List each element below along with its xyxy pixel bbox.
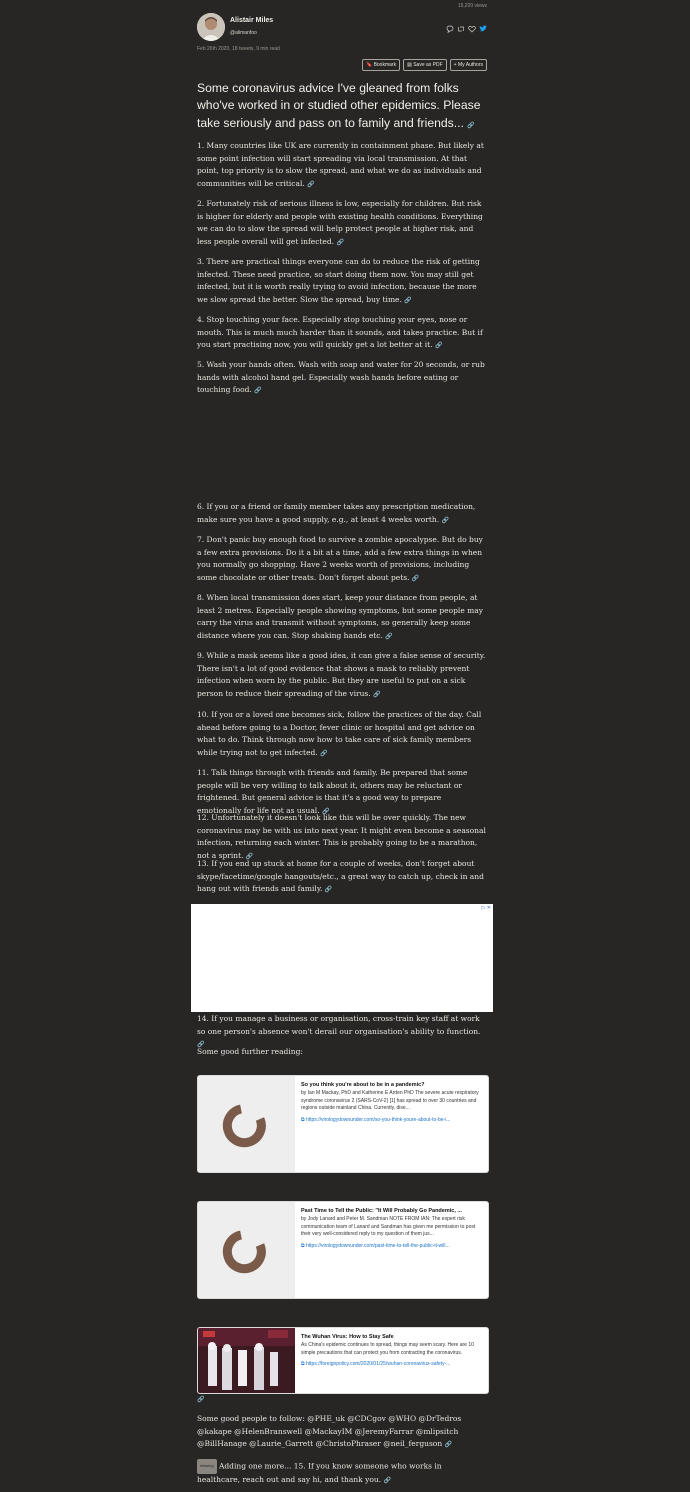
external-link-icon: ⧉ <box>301 1361 306 1367</box>
link-icon[interactable]: 🔗 <box>307 180 315 188</box>
like-icon[interactable] <box>468 18 476 26</box>
tweet: 10. If you or a loved one becomes sick, follow the practices of the day. Call ahead before going to a Doctor, fever clinic or hospital and get advice on what to do. Think through now how to take care of sick family members while trying not to get infected. 🔗 <box>197 710 482 757</box>
document-icon: ▤ <box>407 62 414 68</box>
link-icon[interactable]: 🔗 <box>336 238 344 246</box>
plus-icon: + <box>453 62 458 68</box>
link-icon[interactable]: 🔗 <box>404 296 412 304</box>
link-icon[interactable]: 🔗 <box>245 852 254 860</box>
external-link-icon: ⧉ <box>301 1242 306 1249</box>
link-icon[interactable]: 🔗 <box>385 632 393 640</box>
card-url[interactable]: ⧉ https://foreignpolicy.com/2020/01/25/wuhan-coronavirus-safety-... <box>301 1361 451 1367</box>
thread-meta: Feb 26th 2020, 18 tweets, 9 min read <box>197 46 280 52</box>
avatar[interactable] <box>197 13 225 41</box>
link-icon[interactable]: 🔗 <box>320 749 328 757</box>
link-icon[interactable]: 🔗 <box>321 807 330 815</box>
link-icon[interactable]: 🔗 <box>441 516 449 524</box>
card-description: by Ian M Mackay, PhD and Katherine E Arden PhD The severe acute respiratory syndrome coronavirus 2 (SARS-CoV-2) [1] has spread to over 30 countries and regions outside mainland China. Currently, dise... <box>301 1090 479 1111</box>
card-description: by Jody Lanard and Peter M. Sandman NOTE FROM IAN: The expert risk communication team of Lanard and Sandman has given me permission to post their very well-considered reply to my question of them jus... <box>301 1216 476 1237</box>
ad-choices-icon[interactable]: ▷ ✕ <box>481 905 491 911</box>
link-card[interactable] <box>197 1201 489 1299</box>
card-url[interactable]: ⧉ https://virologydownunder.com/so-you-think-youre-about-to-be-i... <box>301 1116 451 1123</box>
tweet: 3. There are practical things everyone can do to reduce the risk of getting infected. These need practice, so start doing them now. You may still get infected, but it is worth really trying to avoid infection, because the more we slow spread the better. Slow the spread, buy time. 🔗 <box>197 257 480 304</box>
view-count: 15,220 views <box>457 3 487 9</box>
card-title: So you think you're about to be in a pandemic? <box>301 1082 425 1088</box>
link-icon[interactable]: 🔗 <box>444 1441 453 1448</box>
loading-spinner <box>198 1202 295 1298</box>
action-icons <box>446 18 487 26</box>
card-title: The Wuhan Virus: How to Stay Safe <box>301 1334 394 1340</box>
author-header <box>197 13 487 43</box>
link-icon[interactable]: 🔗 <box>324 886 333 893</box>
tweet: 13. If you end up stuck at home for a couple of weeks, don't forget about skype/facetime/google hangouts/etc., a great way to catch up, check in and hang out with friends and family. 🔗 <box>197 859 484 893</box>
card-thumbnail <box>198 1328 295 1393</box>
tweet: 12. Unfortunately it doesn't look like this will be over quickly. The new coronavirus may be with us into next year. It might even become a seasonal infection, returning each winter. This is probably going to be a marathon, not a sprint. 🔗 <box>197 813 486 860</box>
bookmark-button[interactable]: 🔖 Bookmark <box>362 59 400 71</box>
thread-title: Some coronavirus advice I've gleaned from folks who've worked in or studied other epidemics. Please take seriously and pass on to family and friends... 🔗 <box>197 81 481 130</box>
author-name[interactable]: Alistair Miles <box>230 17 274 24</box>
tweet: Some good people to follow: @PHE_uk @CDCgov @WHO @DrTedros @kakape @HelenBranswell @MackayIM @JeremyFarrar @mlipsitch @BillHanage @Laurie_Garrett @ChristoPhraser @neil_ferguson 🔗 <box>197 1414 462 1448</box>
tweet: 9. While a mask seems like a good idea, it can give a false sense of security. There isn't a lot of good evidence that shows a mask to reliably prevent infection when worn by the public. But they are useful to put on a sick person to reduce their spreading of the virus. 🔗 <box>197 651 486 698</box>
tweet: 2. Fortunately risk of serious illness is low, especially for children. But risk is higher for elderly and people with existing health conditions. Everything we can do to slow the spread will help protect people at higher risk, and less people overall will get infected. 🔗 <box>197 199 483 246</box>
link-icon-row <box>197 1393 487 1401</box>
tweet: missing Adding one more... 15. If you know someone who works in healthcare, reach out and say hi, and thank you. 🔗 <box>197 1459 487 1487</box>
tweet: 6. If you or a friend or family member takes any prescription medication, make sure you have a good supply, e.g., at least 4 weeks worth. 🔗 <box>197 502 476 524</box>
link-icon[interactable]: 🔗 <box>197 1396 205 1403</box>
tweet: 11. Talk things through with friends and family. Be prepared that some people will be very willing to talk about it, others may be reluctant or frightened. But general advice is that it's a good way to prepare emotionally for life not as usual. 🔗 <box>197 768 468 815</box>
link-icon[interactable]: 🔗 <box>373 690 381 698</box>
tweet: 1. Many countries like UK are currently in containment phase. But likely at some point infection will start spreading via local transmission. At that point, top priority is to slow the spread, and what we do as individuals and communities will be critical. 🔗 <box>197 141 484 188</box>
thread-actions <box>362 59 487 71</box>
link-icon[interactable]: 🔗 <box>383 1476 391 1484</box>
link-card[interactable] <box>197 1327 489 1394</box>
further-reading-label: Some good further reading: <box>197 1047 303 1056</box>
card-description: As China's epidemic continues to spread, things may seem scary. Here are 10 simple precautions that can protect you from contracting the coronavirus. <box>301 1342 474 1356</box>
card-url[interactable]: ⧉ https://virologydownunder.com/past-time-to-tell-the-public-it-will... <box>301 1242 450 1249</box>
loading-spinner <box>198 1076 295 1172</box>
tweet: 7. Don't panic buy enough food to survive a zombie apocalypse. But do buy a few extra provisions. Do it a bit at a time, add a few extra things in when you normally go shopping. Have 2 weeks worth of provisions, including some chocolate or other treats. Don't forget about pets. 🔗 <box>197 535 483 582</box>
bookmark-icon: 🔖 <box>365 62 374 68</box>
advertisement[interactable] <box>191 904 493 1012</box>
link-icon[interactable]: 🔗 <box>434 342 443 349</box>
my-authors-button[interactable]: + My Authors <box>450 59 487 71</box>
card-title: Past Time to Tell the Public: "It Will Probably Go Pandemic, ... <box>301 1208 462 1214</box>
author-handle[interactable]: @alimanfoo <box>230 30 257 36</box>
external-link-icon: ⧉ <box>301 1116 306 1123</box>
retweet-icon[interactable] <box>457 18 465 26</box>
tweet: 8. When local transmission does start, keep your distance from people, at least 2 metres. Especially people showing symptoms, but some people may carry the virus and transmit without symptoms, so generally keep some distance where you can. Stop shaking hands etc. 🔗 <box>197 593 483 640</box>
link-card[interactable] <box>197 1075 489 1173</box>
save-pdf-button[interactable]: ▤ Save as PDF <box>403 59 447 71</box>
reply-icon[interactable] <box>446 18 454 26</box>
link-icon[interactable]: 🔗 <box>411 574 420 582</box>
tweet: 5. Wash your hands often. Wash with soap and water for 20 seconds, or rub hands with alcohol hand gel. Especially wash hands before eating or touching food. 🔗 <box>197 360 485 394</box>
missing-tweet-badge: missing <box>197 1459 217 1474</box>
link-icon[interactable]: 🔗 <box>254 387 262 394</box>
link-icon[interactable]: 🔗 <box>197 1041 205 1048</box>
tweet: 4. Stop touching your face. Especially stop touching your eyes, nose or mouth. This is much much harder than it sounds, and takes practice. But if you start practising now, you will quickly get a lot better at it. 🔗 <box>197 315 483 349</box>
tweet: 14. If you manage a business or organisation, cross-train key staff at work so one person's absence won't derail our organisation's ability to function. 🔗 <box>197 1014 481 1048</box>
link-icon[interactable]: 🔗 <box>467 121 475 129</box>
twitter-bird-icon[interactable] <box>479 18 487 26</box>
